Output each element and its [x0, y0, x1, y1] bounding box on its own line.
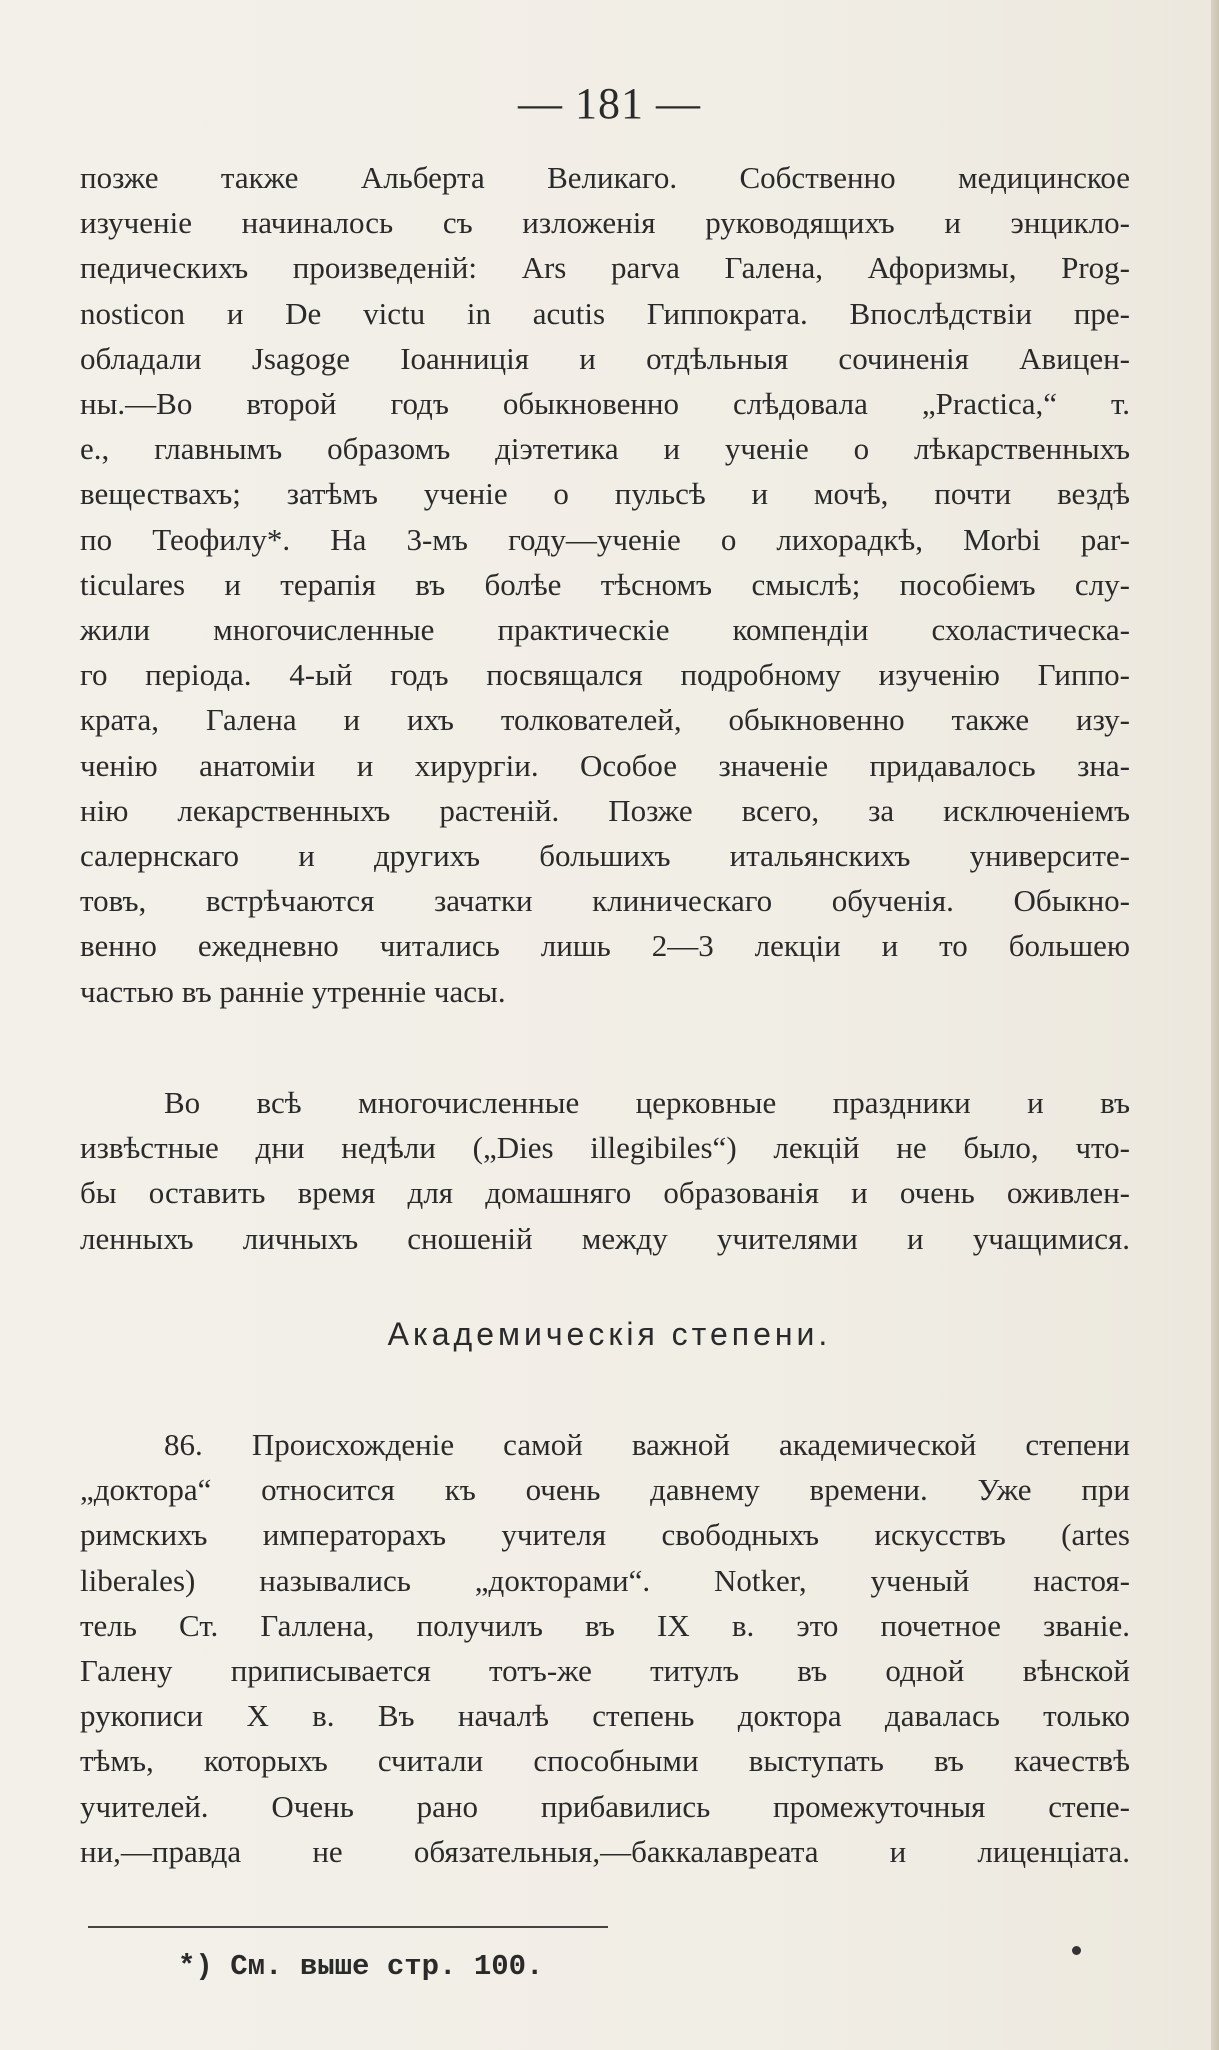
footnote-divider	[88, 1926, 608, 1928]
text-line: ленныхъ личныхъ сношеній между учителями и учащимися.	[80, 1220, 1130, 1256]
text-line: Галену приписывается тотъ-же титулъ въ одной вѣнской	[80, 1653, 1130, 1689]
text-line: частью въ ранніе утренніе часы.	[80, 973, 506, 1009]
text-line: бы оставить время для домашняго образованія и очень оживлен-	[80, 1175, 1130, 1211]
text-line: салернскаго и другихъ большихъ итальянскихъ университе-	[80, 838, 1130, 874]
text-line: тель Ст. Галлена, получилъ въ IX в. это почетное званіе.	[80, 1607, 1130, 1643]
text-line: по Теофилу*. На 3-мъ году—ученіе о лихорадкѣ, Morbi par-	[80, 521, 1130, 557]
text-line: учителей. Очень рано прибавились промежуточныя степе-	[80, 1788, 1130, 1824]
text-line: обладали Jsagoge Іоанниція и отдѣльныя сочиненія Авицен-	[80, 340, 1130, 376]
paragraph-3	[80, 1422, 1130, 1874]
page-number: — 181 —	[518, 79, 701, 128]
paragraph-2	[80, 1080, 1130, 1261]
text-line: веществахъ; затѣмъ ученіе о пульсѣ и мочѣ, почти вездѣ	[80, 476, 1130, 512]
section-heading: Академическія степени.	[387, 1316, 832, 1352]
text-line: товъ, встрѣчаются зачатки клиническаго обученія. Обыкно-	[80, 883, 1130, 919]
footnote: *) См. выше стр. 100.	[178, 1950, 544, 1983]
text-line: изученіе начиналось съ изложенія руководящихъ и энцикло-	[80, 205, 1130, 241]
text-line: ченію анатоміи и хирургіи. Особое значеніе придавалось зна-	[80, 747, 1130, 783]
text-line: е., главнымъ образомъ діэтетика и ученіе о лѣкарственныхъ	[80, 431, 1130, 467]
text-line: позже также Альберта Великаго. Собственно медицинское	[80, 160, 1130, 195]
text-line: крата, Галена и ихъ толкователей, обыкновенно также изу-	[80, 702, 1130, 738]
text-line: „доктора“ относится къ очень давнему времени. Уже при	[80, 1472, 1130, 1508]
text-line: ны.—Во второй годъ обыкновенно слѣдовала „Practica,“ т.	[80, 386, 1130, 422]
text-line: liberales) назывались „докторами“. Notker, ученый настоя-	[80, 1562, 1130, 1598]
text-line: тѣмъ, которыхъ считали способными выступать въ качествѣ	[80, 1743, 1130, 1779]
text-line: Во всѣ многочисленные церковные праздники и въ	[164, 1085, 1130, 1120]
text-line: нію лекарственныхъ растеній. Позже всего, за исключеніемъ	[80, 792, 1130, 828]
paragraph-1	[80, 155, 1130, 1014]
text-line: ticulares и терапія въ болѣе тѣсномъ смыслѣ; пособіемъ слу-	[80, 566, 1130, 602]
text-line: жили многочисленные практическіе компендіи схоластическа-	[80, 612, 1130, 648]
ink-speck	[1072, 1946, 1081, 1955]
text-line: nosticon и De victu in acutis Гиппократа. Впослѣдствіи пре-	[80, 295, 1130, 331]
text-line: педическихъ произведеній: Ars parva Галена, Афоризмы, Prog-	[80, 250, 1130, 286]
text-line: 86. Происхожденіе самой важной академической степени	[164, 1427, 1130, 1462]
text-line: рукописи X в. Въ началѣ степень доктора давалась только	[80, 1698, 1130, 1734]
text-line: римскихъ императорахъ учителя свободныхъ искусствъ (artes	[80, 1517, 1130, 1553]
text-line: го періода. 4-ый годъ посвящался подробному изученію Гиппо-	[80, 657, 1130, 693]
page-edge	[1211, 0, 1219, 2050]
text-line: извѣстные дни недѣли („Dies illegibiles“) лекцій не было, что-	[80, 1130, 1130, 1166]
text-line: ни,—правда не обязательныя,—баккалавреата и лиценціата.	[80, 1833, 1130, 1869]
text-line: венно ежедневно читались лишь 2—3 лекціи и то большею	[80, 928, 1130, 964]
